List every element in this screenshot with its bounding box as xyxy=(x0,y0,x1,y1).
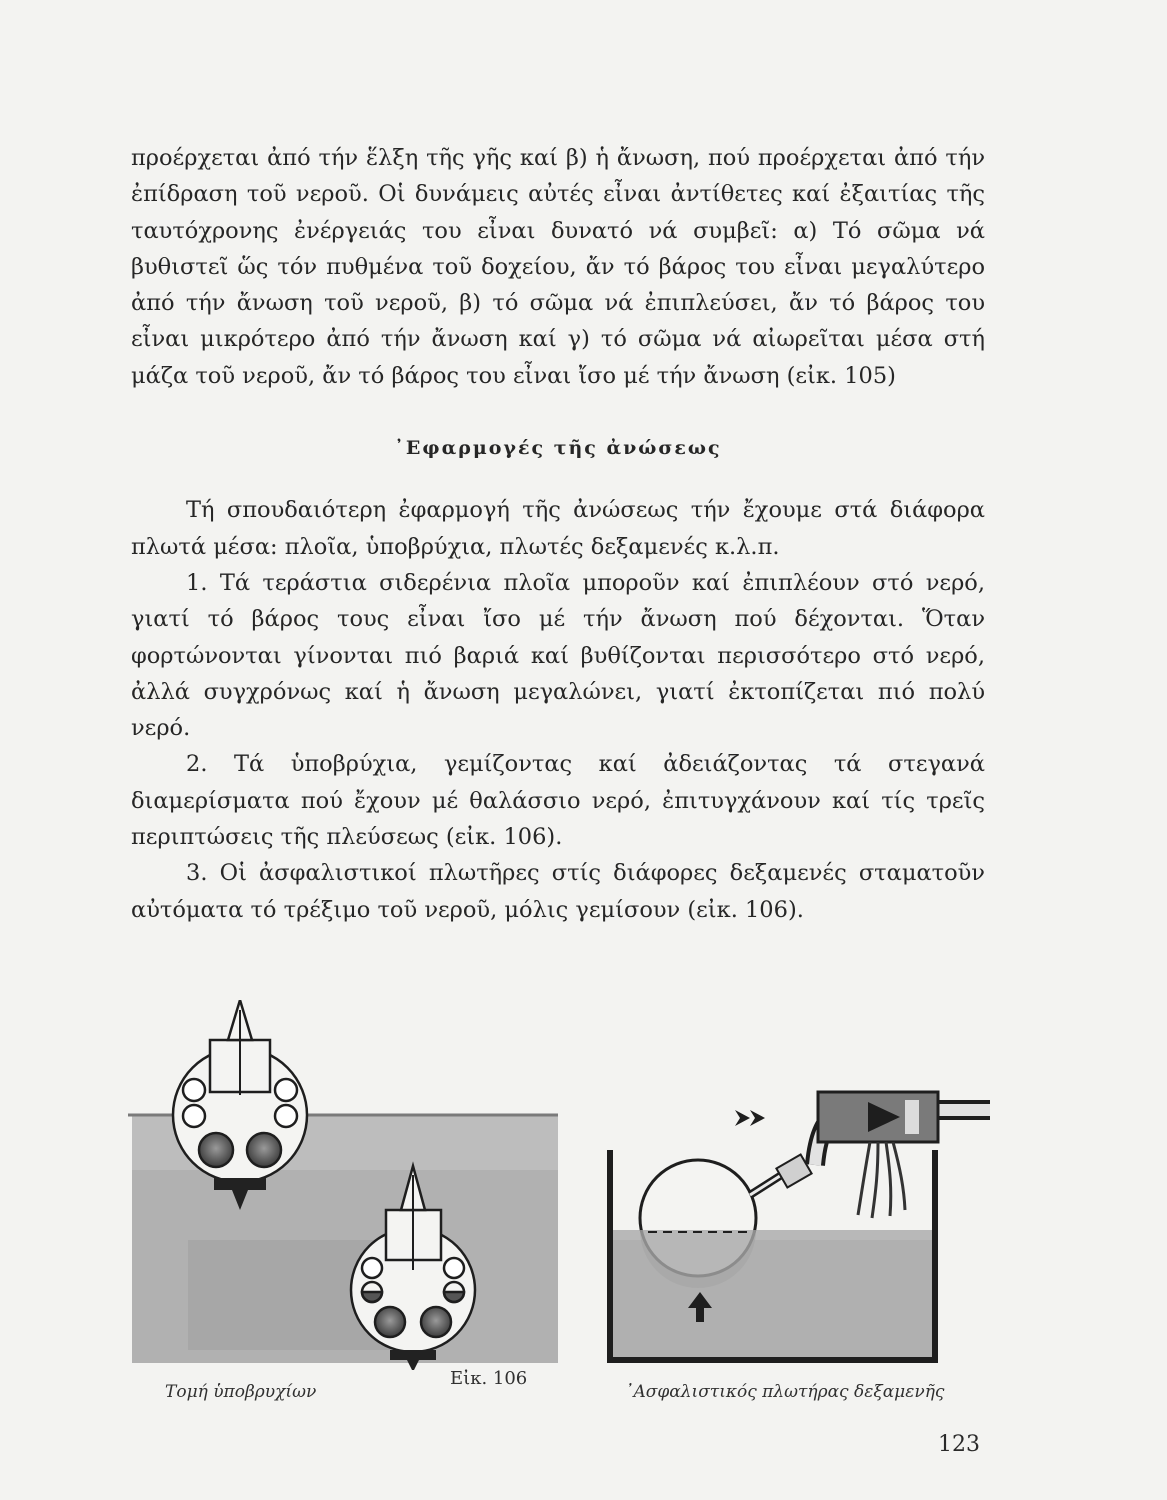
paragraph-continuation: προέρχεται ἀπό τήν ἕλξη τῆς γῆς καί β) ἡ ἄνωση, πού προέρχεται ἀπό τήν ἐπίδραση τοῦ νεροῦ. Οἱ δυνάμεις αὐτές εἶναι ἀντίθετες καί ἐξαιτίας τῆς ταυτόχρονης ἐνέργειάς του εἶναι δυνατό νά συμβεῖ: α) Τό σῶμα νά βυθιστεῖ ὥς τόν πυθμένα τοῦ δοχείου, ἄν τό βάρος του εἶναι μεγαλύτερο ἀπό τήν ἄνωση τοῦ νεροῦ, β) τό σῶμα νά ἐπιπλεύσει, ἄν τό βάρος του εἶναι μικρότερο ἀπό τήν ἄνωση καί γ) τό σῶμα νά αἰωρεῖται μέσα στή μάζα τοῦ νεροῦ, ἄν τό βάρος του εἶναι ἴσο μέ τήν ἄνωση (εἰκ. 105) xyxy=(131,145,985,389)
figure-number: Εἰκ. 106 xyxy=(450,1368,528,1389)
float-valve-illustration xyxy=(600,1080,990,1370)
paragraph-float-valves: 3. Οἱ ἀσφαλιστικοί πλωτῆρες στίς διάφορες δεξαμενές σταματοῦν αὐτόματα τό τρέξιμο τοῦ νεροῦ, μόλις γεμίσουν (εἰκ. 106). xyxy=(131,860,985,923)
submarine-illustration xyxy=(128,1000,568,1370)
water-jets xyxy=(858,1142,905,1218)
body-text xyxy=(131,140,985,928)
page-number: 123 xyxy=(938,1432,980,1457)
paragraph-intro: Τή σπουδαιότερη ἐφαρμογή τῆς ἀνώσεως τήν ἔχουμε στά διάφορα πλωτά μέσα: πλοῖα, ὑποβρύχια, πλωτές δεξαμενές κ.λ.π. xyxy=(131,497,985,560)
flow-arrow-icon xyxy=(735,1110,750,1126)
section-heading: ᾿Εφαρμογές τῆς ἀνώσεως xyxy=(394,437,722,460)
paragraph-submarines: 2. Τά ὑποβρύχια, γεμίζοντας καί ἀδειάζοντας τά στεγανά διαμερίσματα πού ἔχουν μέ θαλάσσιο νερό, ἐπιτυγχάνουν καί τίς τρεῖς περιπτώσεις τῆς πλεύσεως (εἰκ. 106). xyxy=(131,751,985,851)
left-figure-caption: Τομή ὑποβρυχίων xyxy=(165,1382,317,1402)
right-figure-caption: ᾿Ασφαλιστικός πλωτήρας δεξαμενῆς xyxy=(625,1382,945,1402)
paragraph-ships: 1. Τά τεράστια σιδερένια πλοῖα μποροῦν καί ἐπιπλέουν στό νερό, γιατί τό βάρος τους εἶναι ἴσο μέ τήν ἄνωση πού δέχονται. Ὅταν φορτώνονται γίνονται πιό βαριά καί βυθίζονται περισσότερο στό νερό, ἀλλά συγχρόνως καί ἡ ἄνωση μεγαλώνει, γιατί ἐκτοπίζεται πιό πολύ νερό. xyxy=(131,569,985,742)
